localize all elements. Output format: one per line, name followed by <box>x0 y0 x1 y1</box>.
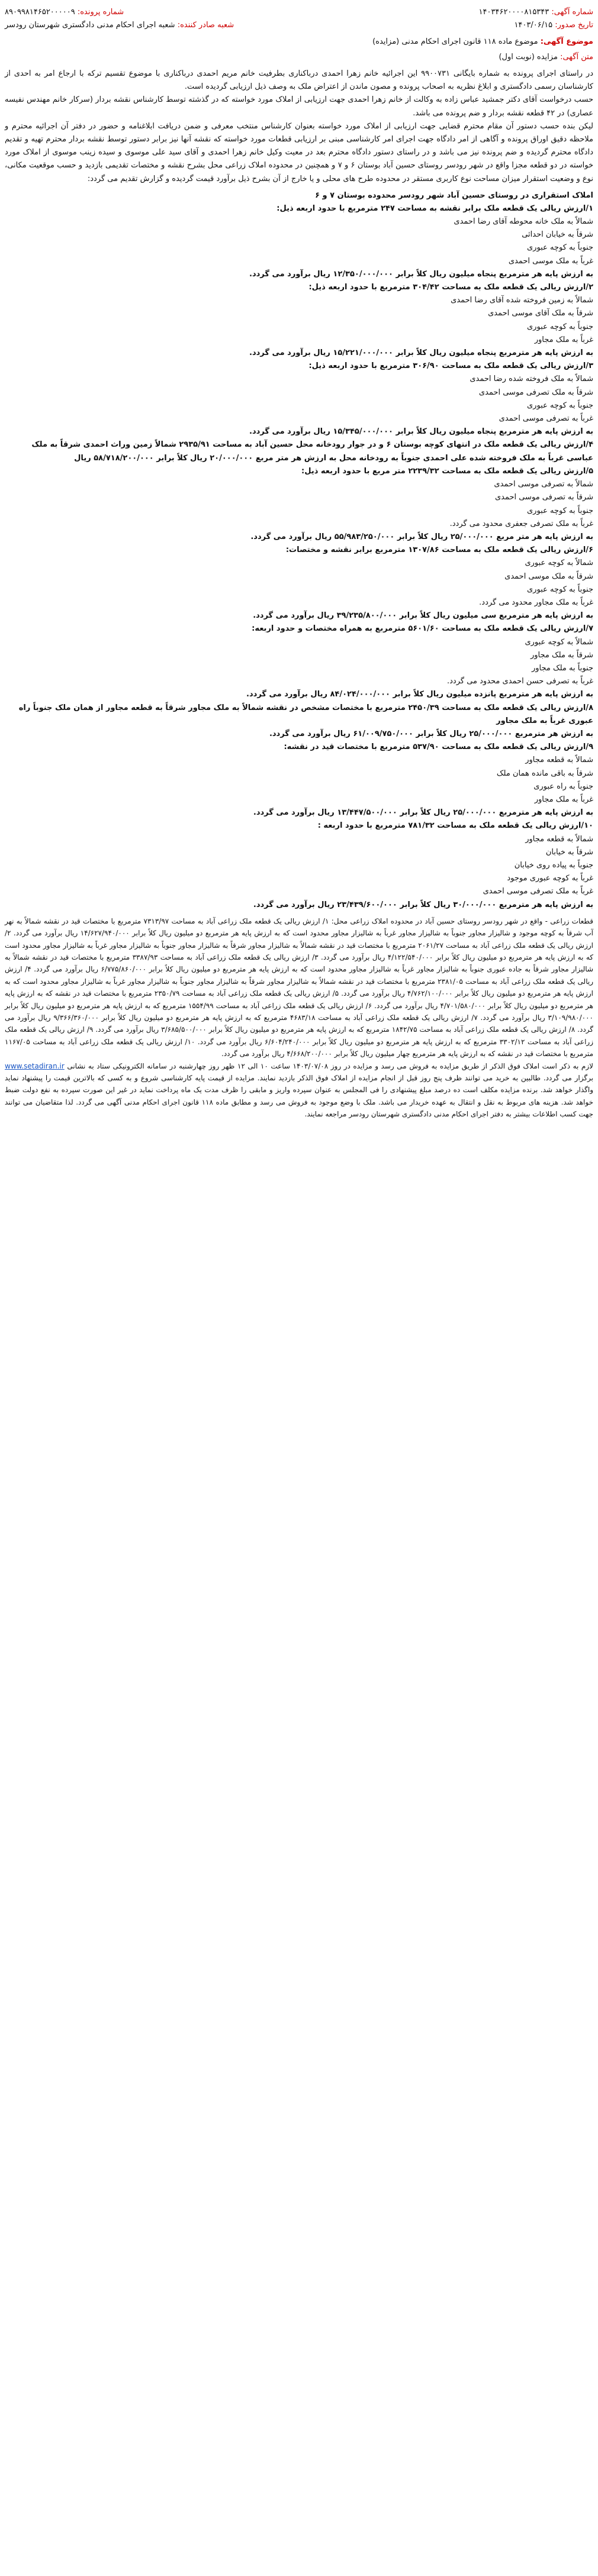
property-item-line: غرباً به ملک تصرفی جعفری محدود می گردد. <box>449 519 593 528</box>
property-item-line: ۱۰/ارزش ریالی یک قطعه ملک به مساحت ۷۸۱/۳۲ مترمربع با حدود اربعه : <box>317 821 593 831</box>
notice-text-row <box>5 51 593 64</box>
property-item-line: ۵/ارزش ریالی یک قطعه ملک به مساحت ۲۲۳۹/۳۲ متر مربع با حدود اربعه ذیل: <box>301 466 593 476</box>
property-item-line: شرقاً به خیابان احداثی <box>522 230 593 240</box>
property-item-line: شمالاً به کوچه عبوری <box>525 637 593 647</box>
header-left <box>5 6 234 32</box>
intro-paragraph: حسب درخواست آقای دکتر جمشید عباس زاده به وکالت از خانم زهرا احمدی جهت ارزیابی از املاک مورد خواسته که در گذشته توسط کارشناس نقشه بردار (سرکار خانم مهندس نفیسه عصاری) در ۴۲ قطعه نقشه بردار و ضم پرونده می باشد. <box>5 95 593 118</box>
issuer-name: شعبه اجرای احکام مدنی دادگستری شهرستان رودسر <box>5 21 175 30</box>
property-item-line: ۴/ارزش ریالی یک قطعه ملک در انتهای کوچه بوستان ۶ و در جوار رودخانه محل حسین آباد به مساحت ۲۹۳۵/۹۱ شمالاً زمین وراث احمدی شرقاً به ملک عباسی غرباً به ملک فروخته شده علی احمدی جنوباً به رودخانه محل به ارزش هر متر مربع ۲۰/۰۰۰/۰۰۰ ریال کلاً برابر ۵۸/۷۱۸/۲۰۰/۰۰۰ ریال <box>31 440 593 463</box>
issue-date-row <box>479 19 593 32</box>
property-item-line: ۸/ارزش ریالی یک قطعه ملک به مساحت ۲۴۵۰/۳۹ مترمربع با مختصات مشخص در نقشه شمالاً به ملک مجاور شرقاً به قطعه مجاور از همان ملک جنوباً راه عبوری غرباً به ملک مجاور <box>18 703 593 725</box>
notice-text-value: مزایده (نوبت اول) <box>499 53 558 62</box>
property-item-line: به ارزش پایه هر مترمربع پانزده میلیون ریال کلاً برابر ۸۴/۰۲۴/۰۰۰/۰۰۰ ریال برآورد می گردد. <box>246 690 593 699</box>
setad-website-link[interactable]: www.setadiran.ir <box>5 1061 65 1070</box>
property-item-line: جنوباً به کوچه عبوری <box>527 322 593 331</box>
notice-number-row <box>479 6 593 19</box>
property-items-list <box>5 202 593 912</box>
property-item-line: به ارزش پایه هر متر مربع ۲۵/۰۰۰/۰۰۰ ریال کلاً برابر ۵۵/۹۸۳/۲۵۰/۰۰۰ ریال برآورد می گردد. <box>250 532 593 541</box>
property-item-line: غرباً به تصرفی موسی احمدی <box>499 414 593 424</box>
file-number-label: شماره پرونده: <box>77 8 124 17</box>
property-item-line: شرقاً به ملک تصرفی موسی احمدی <box>478 388 593 397</box>
property-item-line: شمالاً به کوچه عبوری <box>525 559 593 568</box>
notice-header <box>5 6 593 32</box>
property-item-line: به ارزش پایه هر مترمربع پنجاه میلیون ریال کلاً برابر ۱۲/۳۵۰/۰۰۰/۰۰۰ ریال برآورد می گردد. <box>249 269 593 279</box>
property-item-line: جنوباً به کوچه عبوری <box>527 243 593 253</box>
property-item-line: جنوباً به پیاده روی خیابان <box>514 860 593 870</box>
auction-terms-text: برگزار می گردد. طالبین به خرید می توانند ظرف پنج روز قبل از انجام مزایده از املاک فوق الذکر بازدید نمایند. مزایده از قیمت پایه کارشناسی شروع و به کسی که بالاترین قیمت را پیشنهاد نماید واگذار خواهد شد. برنده مزایده مکلف است ده درصد مبلغ پیشنهادی را فی المجلس به عنوان سپرده واریز و مابقی را ظرف مدت یک ماه پرداخت نماید در غیر این صورت سپرده به نفع دولت ضبط خواهد شد. هزینه های مربوط به نقل و انتقال به عهده خریدار می باشد. ملک با وضع موجود به فروش می رسد و مطابق ماده ۱۱۸ قانون اجرای احکام مدنی آگهی می گردد. لذا متقاضیان می توانند جهت کسب اطلاعات بیشتر به دفتر اجرای احکام مدنی دادگستری شهرستان رودسر مراجعه نمایند. <box>5 1074 593 1119</box>
property-item-line: شمالاً به ملک خانه محوطه آقای رضا احمدی <box>454 217 593 227</box>
header-right <box>479 6 593 32</box>
property-item-line: شمالاً به قطعه مجاور <box>525 834 593 844</box>
auction-conditions-paragraph <box>5 1060 593 1121</box>
intro-paragraph: در راستای اجرای پرونده به شماره بایگانی ۹۹۰۰۷۳۱ این اجرائیه خانم زهرا احمدی درباکناری بطرفیت خانم مریم احمدی درباکناری با موضوع تقسیم ترکه با ارجاع امر به احدی از کارشناسان رسمی دادگستری و ابلاغ نظریه به اصحاب پرونده و مصون ماندن از اعتراض ملک به وصف ذیل ارزیابی گردیده است. <box>5 69 593 92</box>
property-item-line: جنوباً به راه عبوری <box>533 782 593 791</box>
property-item-line: ۶/ارزش ریالی یک قطعه ملک به مساحت ۱۳۰۷/۸۶ مترمربع برابر نقشه و مختصات: <box>285 545 593 555</box>
property-item-line: به ارزش پایه هر مترمربع ۲۵/۰۰۰/۰۰۰ ریال کلاً برابر ۱۳/۴۴۷/۵۰۰/۰۰۰ ریال برآورد می گردد. <box>253 808 593 818</box>
property-item-line: ۲/ارزش ریالی یک قطعه ملک به مساحت ۳۰۴/۴۲ مترمربع با حدود اربعه ذیل: <box>308 283 593 292</box>
property-item-line: غرباً به ملک مجاور محدود می گردد. <box>479 598 593 607</box>
property-item-line: شرقاً به تصرفی موسی احمدی <box>494 493 593 502</box>
property-item-line: شرقاً به ملک آقای موسی احمدی <box>488 309 593 318</box>
property-item-line: غرباً به ملک مجاور <box>534 335 593 344</box>
property-item-line: جنوباً به کوچه عبوری <box>527 401 593 410</box>
property-item-line: شمالاً به ملک فروخته شده رضا احمدی <box>470 375 593 384</box>
property-item-line: شرقاً به خیابان <box>545 847 593 857</box>
issue-date: ۱۴۰۳/۰۶/۱۵ <box>514 21 553 30</box>
notice-number: ۱۴۰۳۴۶۲۰۰۰۰۸۱۵۳۴۳ <box>478 8 549 17</box>
property-item-line: جنوباً به کوچه عبوری <box>527 506 593 515</box>
property-item-line: ۷/ارزش ریالی یک قطعه ملک به مساحت ۵۶۰۱/۶۰ مترمربع به همراه مختصات و حدود اربعه: <box>252 624 593 634</box>
file-number: ۸۹۰۹۹۸۱۴۶۵۲۰۰۰۰۰۹ <box>5 8 75 17</box>
property-item-line: ۹/ارزش ریالی یک قطعه ملک به مساحت ۵۳۷/۹۰ مترمربع با مختصات قید در نقشه: <box>284 743 593 752</box>
agricultural-paragraph: قطعات زراعی - واقع در شهر رودسر روستای حسین آباد در محدوده املاک زراعی محل: ۱/ ارزش ریالی یک قطعه ملک زراعی آباد به مساحت ۷۳۱۳/۹۷ مترمربع با مختصات قید در نقشه شمالاً به نهر آب شرقاً به کوچه موجود و شالیزار مجاور جنوباً به شالیزار مجاور غرباً به شالیزار مجاور محدود است که به ارزش پایه هر مترمربع دو میلیون ریال کلاً برابر ۱۴/۶۲۷/۹۴۰/۰۰۰ ریال برآورد می گردد. ۲/ ارزش ریالی یک قطعه ملک زراعی آباد به مساحت ۲۰۶۱/۲۷ مترمربع با مختصات قید در نقشه شمالاً به شالیزار مجاور شرقاً به شالیزار مجاور جنوباً به شالیزار مجاور غرباً به شالیزار مجاور محدود است که به ارزش پایه هر مترمربع دو میلیون ریال کلاً برابر ۴/۱۲۲/۵۴۰/۰۰۰ ریال برآورد می گردد. ۳/ ارزش ریالی یک قطعه ملک زراعی آباد به مساحت ۳۳۸۷/۹۳ مترمربع با مختصات قید در نقشه شمالاً به شالیزار مجاور شرقاً به جاده عبوری جنوباً به شالیزار مجاور غرباً به شالیزار مجاور محدود است که به ارزش پایه هر مترمربع دو میلیون ریال کلاً برابر ۶/۷۷۵/۸۶۰/۰۰۰ ریال برآورد می گردد. ۴/ ارزش ریالی یک قطعه ملک زراعی آباد به مساحت ۲۳۸۱/۰۵ مترمربع با مختصات قید در نقشه شمالاً به شالیزار مجاور شرقاً به شالیزار مجاور جنوباً به شالیزار مجاور غرباً به شالیزار مجاور محدود است که به ارزش پایه هر مترمربع دو میلیون ریال کلاً برابر ۴/۷۶۲/۱۰۰/۰۰۰ ریال برآورد می گردد. ۵/ ارزش ریالی یک قطعه ملک زراعی آباد به مساحت ۲۳۵۰/۷۹ مترمربع با مختصات قید در نقشه که به ارزش پایه هر مترمربع دو میلیون ریال کلاً برابر ۴/۷۰۱/۵۸۰/۰۰۰ ریال برآورد می گردد. ۶/ ارزش ریالی یک قطعه ملک زراعی آباد به مساحت ۱۵۵۴/۹۹ مترمربع که به ارزش پایه هر مترمربع دو میلیون ریال کلاً برابر ۳/۱۰۹/۹۸۰/۰۰۰ ریال برآورد می گردد. ۷/ ارزش ریالی یک قطعه ملک زراعی آباد به مساحت ۴۶۸۳/۱۸ مترمربع که به ارزش پایه هر مترمربع دو میلیون ریال کلاً برابر ۹/۳۶۶/۳۶۰/۰۰۰ ریال برآورد می گردد. ۸/ ارزش ریالی یک قطعه ملک زراعی آباد به مساحت ۱۸۴۲/۷۵ مترمربع که به ارزش پایه هر مترمربع دو میلیون ریال کلاً برابر ۳/۶۸۵/۵۰۰/۰۰۰ ریال برآورد می گردد. ۹/ ارزش ریالی یک قطعه ملک زراعی آباد به مساحت ۳۳۰۲/۱۲ مترمربع که به ارزش پایه هر مترمربع دو میلیون ریال کلاً برابر ۶/۶۰۴/۲۴۰/۰۰۰ ریال برآورد می گردد. ۱۰/ ارزش ریالی یک قطعه ملک زراعی آباد به مساحت ۱۱۶۷/۰۵ مترمربع با مختصات قید در نقشه که به ارزش پایه هر مترمربع چهار میلیون ریال کلاً برابر ۴/۶۶۸/۲۰۰/۰۰۰ ریال برآورد می گردد. <box>5 916 594 1058</box>
property-item-line: غرباً به ملک تصرفی موسی احمدی <box>483 887 593 896</box>
issuer-row <box>5 19 234 32</box>
property-item-line: شمالاً به تصرفی موسی احمدی <box>494 480 593 489</box>
notice-number-label: شماره آگهی: <box>551 8 593 17</box>
intro-paragraph: لیکن بنده حسب دستور آن مقام محترم قضایی جهت ارزیابی از املاک مورد خواسته بعنوان کارشناس منتخب معرفی و ضمن دریافت ابلاغنامه و حضور در دفتر آن اجرائیه محترم و ملاحظه دقیق اوراق پرونده و آگاهی از امر دادگاه جهت اجرای امر کارشناسی مبنی بر ارزیابی قطعات مورد خواسته که نقشه آنها نیز برابر دستور توسط نقشه بردار محترم تهیه و تقدیم دادگاه محترم گردیده و ضم پرونده نیز می باشد و در راستای دستور دادگاه محترم بعد در معیت وکیل خانم زهرا احمدی و آقای سید علی موسوی و سیده زینب موسوی از املاک مورد خواسته در دو قطعه مجزا واقع در شهر رودسر روستای حسین آباد بوستان ۶ و ۷ و همچنین در محدوده املاک زراعی محل بشرح نقشه و مختصات تقدیمی بازدید و حسب موقعیت مکانی، نوع و وضعیت استقرار میزان مساحت نوع کاربری مستقر در محدوده طرح های محلی و یا خارج از آن بشرح ذیل برآورد قیمت گردیده و گزارش تقدیم می گردد: <box>5 121 593 183</box>
issuer-label: شعبه صادر کننده: <box>177 21 234 30</box>
property-item-line: غرباً به کوچه عبوری موجود <box>507 874 593 883</box>
property-item-line: به ارزش پایه هر مترمربع پنجاه میلیون ریال کلاً برابر ۱۵/۲۲۱/۰۰۰/۰۰۰ ریال برآورد می گردد. <box>249 348 593 358</box>
property-item-line: جنوباً به ملک مجاور <box>531 663 593 673</box>
property-item-line: جنوباً به کوچه عبوری <box>527 585 593 594</box>
property-item-line: غرباً به ملک موسی احمدی <box>508 256 593 266</box>
property-item-line: به ارزش پایه هر مترمربع پنجاه میلیون ریال کلاً برابر ۱۵/۳۴۵/۰۰۰/۰۰۰ ریال برآورد می گردد. <box>249 427 593 437</box>
property-item-line: شمالاً به زمین فروخته شده آقای رضا احمدی <box>451 296 593 305</box>
subject-label: موضوع آگهی: <box>540 37 593 46</box>
file-number-row <box>5 6 124 19</box>
property-item-line: غرباً به تصرفی حسن احمدی محدود می گردد. <box>447 677 593 686</box>
subject-value: موضوع ماده ۱۱۸ قانون اجرای احکام مدنی (مزایده) <box>372 37 538 46</box>
subject-row <box>5 35 593 49</box>
issue-date-label: تاریخ صدور: <box>555 21 593 30</box>
auction-conditions-text: لازم به ذکر است املاک فوق الذکر از طریق مزایده به فروش می رسد و مزایده در روز ۱۴۰۳/۰۷/۰۸ ساعت ۱۰ الی ۱۲ ظهر روز چهارشنبه در سامانه الکترونیکی ستاد به نشانی <box>67 1061 593 1070</box>
property-item-line: شرقاً به ملک مجاور <box>531 650 593 660</box>
property-item-line: شرقاً به ملک موسی احمدی <box>504 572 593 581</box>
property-item-line: ۳/ارزش ریالی یک قطعه ملک به مساحت ۳۰۶/۹۰ مترمربع با حدود اربعه ذیل: <box>308 361 593 371</box>
property-item-line: ۱/ارزش ریالی یک قطعه ملک برابر نقشه به مساحت ۲۴۷ مترمربع با حدود اربعه ذیل: <box>277 204 593 213</box>
property-item-line: غرباً به ملک مجاور <box>534 795 593 804</box>
property-item-line: شرقاً به باقی مانده همان ملک <box>496 769 593 778</box>
notice-document <box>0 0 598 1121</box>
property-item-line: به ارزش پایه هر مترمربع سی میلیون ریال کلاً برابر ۳۹/۲۳۵/۸۰۰/۰۰۰ ریال برآورد می گردد. <box>253 611 593 621</box>
section-title: املاک استقراری در روستای حسین آباد شهر رودسر محدوده بوستان ۷ و ۶ <box>315 191 593 200</box>
property-item-line: به ارزش پایه هر مترمربع ۳۰/۰۰۰/۰۰۰ ریال کلاً برابر ۲۳/۴۳۹/۶۰۰/۰۰۰ ریال برآورد می گردد. <box>253 900 593 909</box>
notice-text-label: متن آگهی: <box>560 53 593 62</box>
property-item-line: شمالاً به قطعه مجاور <box>525 756 593 765</box>
property-item-line: به ارزش هر مترمربع ۲۵/۰۰۰/۰۰۰ ریال کلاً برابر ۶۱/۰۰۹/۷۵۰/۰۰۰ ریال برآورد می گردد. <box>269 729 593 738</box>
